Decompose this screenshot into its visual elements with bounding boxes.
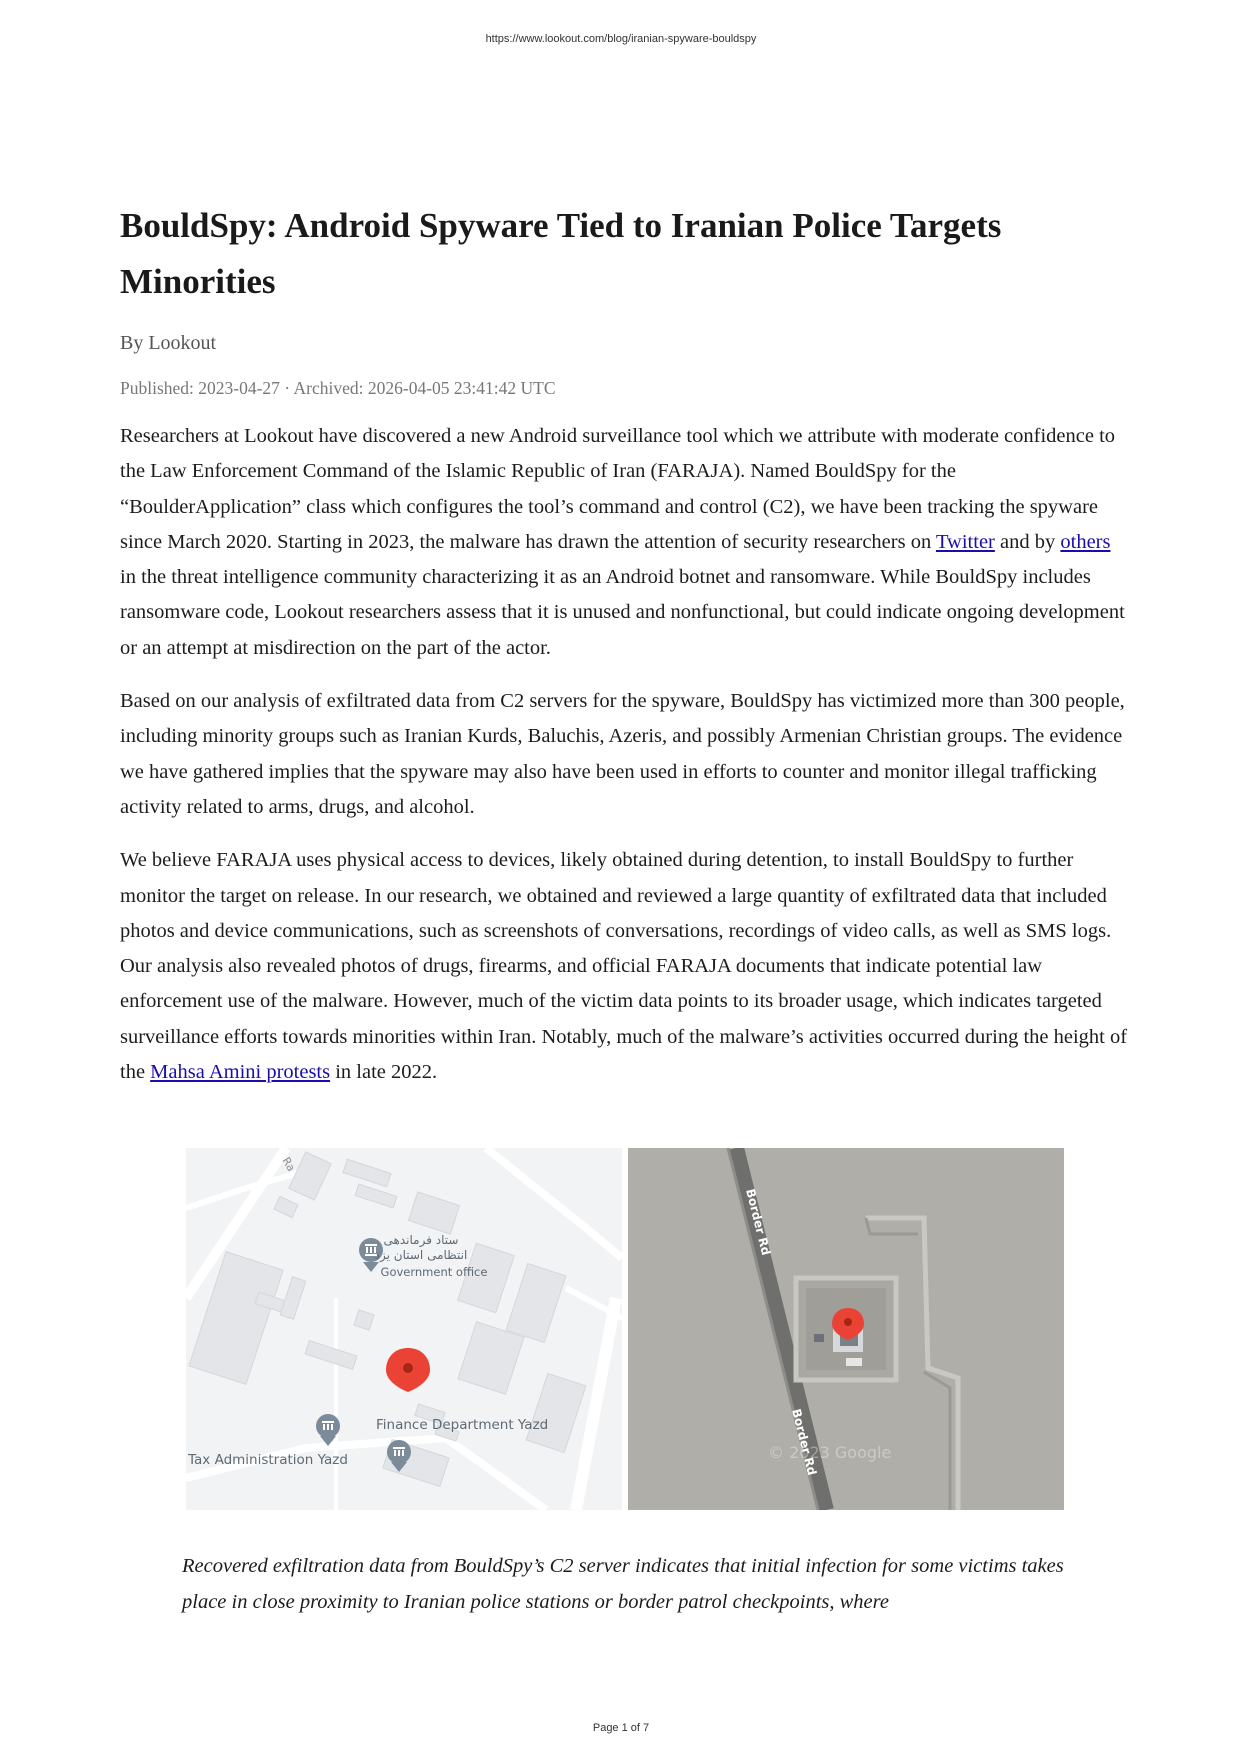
map-gov-name-line2: انتظامی استان یزد	[374, 1248, 468, 1262]
article-title: BouldSpy: Android Spyware Tied to Iranian Police Targets Minorities	[120, 206, 1002, 301]
paragraph-faraja-text-a: We believe FARAJA uses physical access to devices, likely obtained during detention, to install BouldSpy to further monitor the target on release. In our research, we obtained and reviewed a large quantity of exfiltrated data that included photos and device communications, such as screenshots of conversations, recordings of video calls, as well as SMS logs. Our analysis also revealed photos of drugs, firearms, and official FARAJA documents that indicate potential law enforcement use of the malware. However, much of the victim data points to its broader usage, which indicates targeted surveillance efforts towards minorities within Iran. Notably, much of the malware’s activities occurred during the height of the	[120, 849, 1128, 1084]
satellite-image	[628, 1148, 1064, 1510]
page-url-header: https://www.lookout.com/blog/iranian-spyware-bouldspy	[485, 33, 757, 45]
street-map-drawing	[186, 1148, 622, 1510]
paragraph-intro-text-c: in the threat intelligence community characterizing it as an Android botnet and ransomware. While BouldSpy includes ransomware code, Lookout researchers assess that it is unused and nonfunctional, but could indicate ongoing development or an attempt at misdirection on the part of the actor.	[120, 566, 1125, 659]
paragraph-intro-text-a: Researchers at Lookout have discovered a new Android surveillance tool which we attribute with moderate confidence to the Law Enforcement Command of the Islamic Republic of Iran (FARAJA). Named BouldSpy for the “BoulderApplication” class which configures the tool’s command and control (C2), we have been tracking the spyware since March 2020. Starting in 2023, the malware has drawn the attention of security researchers on	[120, 425, 1116, 553]
map-road-label: Ra	[279, 1155, 298, 1174]
paragraph-victims: Based on our analysis of exfiltrated data from C2 servers for the spyware, BouldSpy has victimized more than 300 people, including minority groups such as Iranian Kurds, Baluchis, Azeris, and possibly Armenian Christian groups. The evidence we have gathered implies that the spyware may also have been used in efforts to counter and monitor illegal trafficking activity related to arms, drugs, and alcohol.	[120, 690, 1125, 818]
paragraph-intro-text-b: and by	[994, 530, 1061, 553]
street-map-image	[186, 1148, 622, 1510]
satellite-watermark: © 2023 Google	[768, 1443, 892, 1462]
map-finance-label: Finance Department Yazd	[376, 1417, 549, 1433]
satellite-drawing	[628, 1148, 1064, 1510]
map-gov-name-line1: ستاد فرماندهی	[383, 1233, 459, 1247]
publish-meta: Published: 2023-04-27 · Archived: 2026-04-05 23:41:42 UTC	[120, 378, 556, 398]
map-tax-label: Tax Administration Yazd	[188, 1452, 348, 1468]
map-gov-type-label: Government office	[380, 1265, 488, 1279]
figure-caption: Recovered exfiltration data from BouldSpy’s C2 server indicates that initial infection for some victims takes place in close proximity to Iranian police stations or border patrol checkpoints, where	[182, 1555, 1064, 1613]
byline: By Lookout	[120, 332, 217, 354]
paragraph-intro	[120, 419, 1130, 666]
mahsa-amini-protests-link[interactable]: Mahsa Amini protests	[150, 1061, 331, 1084]
satellite-road-label-bottom: Border Rd	[789, 1407, 820, 1477]
satellite-road-label-top: Border Rd	[743, 1187, 774, 1257]
paragraph-faraja	[120, 843, 1130, 1090]
article	[120, 206, 1130, 1090]
twitter-link[interactable]: Twitter	[935, 530, 995, 553]
figure-images	[186, 1148, 1066, 1510]
page-number-footer: Page 1 of 7	[592, 1722, 650, 1734]
others-link[interactable]: others	[1060, 530, 1111, 553]
paragraph-faraja-text-b: in late 2022.	[330, 1061, 438, 1084]
